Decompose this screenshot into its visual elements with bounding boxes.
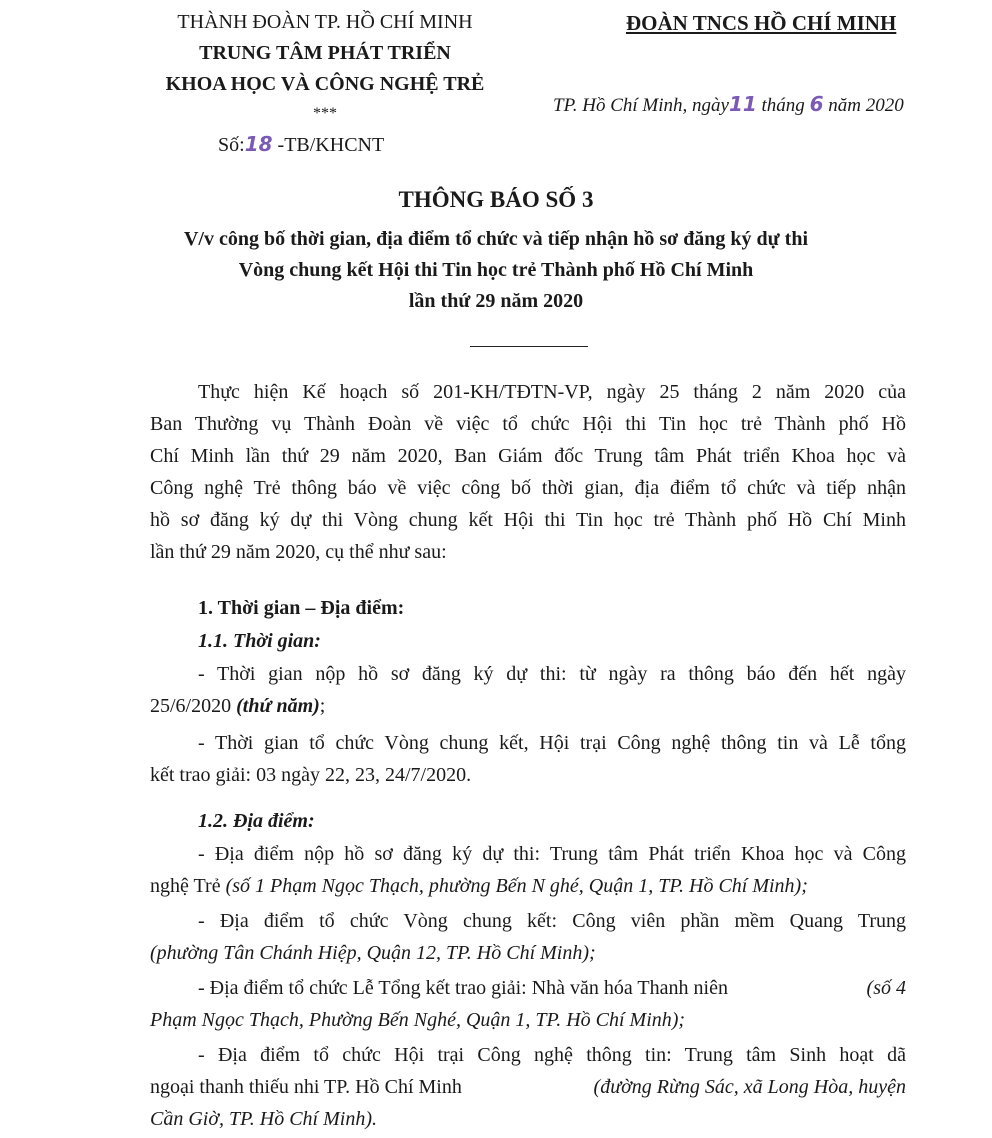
document-number <box>218 132 384 157</box>
org-name-line1: TRUNG TÂM PHÁT TRIỂN <box>199 42 451 64</box>
place-line <box>150 875 808 898</box>
section1-time-heading: 1.1. Thời gian: <box>198 630 321 652</box>
place-address: (số 1 Phạm Ngọc Thạch, phường Bến N ghé, Quận 1, TP. Hồ Chí Minh); <box>225 875 808 897</box>
title-subject-line2: Vòng chung kết Hội thi Tin học trẻ Thành phố Hồ Chí Minh <box>238 259 754 281</box>
number-handwritten: 18 <box>244 132 273 156</box>
section1-heading: 1. Thời gian – Địa điểm: <box>198 597 405 619</box>
date-part2: tháng <box>756 95 810 116</box>
time-deadline-weekday: (thứ năm) <box>236 695 320 717</box>
date-month-handwritten: 6 <box>809 92 824 116</box>
date-part3: năm 2020 <box>823 95 904 116</box>
union-name: ĐOÀN TNCS HỒ CHÍ MINH <box>626 11 897 35</box>
time-deadline-date: 25/6/2020 <box>150 695 237 717</box>
time-line: kết trao giải: 03 ngày 22, 23, 24/7/2020. <box>150 764 472 786</box>
date-part1: TP. Hồ Chí Minh, ngày <box>553 95 729 116</box>
place-line: Cần Giờ, TP. Hồ Chí Minh). <box>150 1108 377 1130</box>
place-text: - Địa điểm tổ chức Lễ Tổng kết trao giải: Nhà văn hóa Thanh niên <box>198 977 728 999</box>
section1-place-heading: 1.2. Địa điểm: <box>198 810 315 832</box>
intro-line: hồ sơ đăng ký dự thi Vòng chung kết Hội thi Tin học trẻ Thành phố Hồ Chí Minh <box>150 509 906 531</box>
number-prefix: Số: <box>218 134 245 156</box>
document-title: THÔNG BÁO SỐ 3 <box>398 187 594 212</box>
place-line: - Địa điểm tổ chức Hội trại Công nghệ thông tin: Trung tâm Sinh hoạt dã <box>198 1044 906 1066</box>
title-divider <box>470 346 588 347</box>
time-line: - Thời gian tổ chức Vòng chung kết, Hội trại Công nghệ thông tin và Lễ tổng <box>198 732 906 754</box>
place-line: - Địa điểm tổ chức Vòng chung kết: Công viên phần mềm Quang Trung <box>198 910 906 932</box>
place-address: (đường Rừng Sác, xã Long Hòa, huyện <box>593 1076 906 1098</box>
date-day-handwritten: 11 <box>728 92 757 116</box>
time-deadline-punct: ; <box>319 695 326 717</box>
title-subject-line1: V/v công bố thời gian, địa điểm tổ chức và tiếp nhận hồ sơ đăng ký dự thi <box>183 228 809 250</box>
place-line: - Địa điểm nộp hồ sơ đăng ký dự thi: Trung tâm Phát triển Khoa học và Công <box>198 843 906 865</box>
time-line: - Thời gian nộp hồ sơ đăng ký dự thi: từ ngày ra thông báo đến hết ngày <box>198 663 906 685</box>
place-address: (số 4 <box>866 977 906 999</box>
place-line <box>198 977 906 1000</box>
time-line <box>150 695 325 718</box>
place-line: (phường Tân Chánh Hiệp, Quận 12, TP. Hồ Chí Minh); <box>150 942 596 964</box>
title-subject-line3: lần thứ 29 năm 2020 <box>408 290 584 312</box>
intro-line: Chí Minh lần thứ 29 năm 2020, Ban Giám đốc Trung tâm Phát triển Khoa học và <box>150 445 906 467</box>
intro-line: Ban Thường vụ Thành Đoàn về việc tổ chức Hội thi Tin học trẻ Thành phố Hồ <box>150 413 906 435</box>
org-parent: THÀNH ĐOÀN TP. HỒ CHÍ MINH <box>177 11 473 33</box>
document-date <box>553 92 904 117</box>
intro-line: Thực hiện Kế hoạch số 201-KH/TĐTN-VP, ngày 25 tháng 2 năm 2020 của <box>198 381 906 403</box>
place-line <box>150 1076 906 1099</box>
stars-separator: *** <box>313 105 337 122</box>
place-text: ngoại thanh thiếu nhi TP. Hồ Chí Minh <box>150 1076 462 1098</box>
place-text: nghệ Trẻ <box>150 875 226 897</box>
number-suffix: -TB/KHCNT <box>272 134 385 156</box>
intro-line: Công nghệ Trẻ thông báo về việc công bố thời gian, địa điểm tổ chức và tiếp nhận <box>150 477 906 499</box>
place-line: Phạm Ngọc Thạch, Phường Bến Nghé, Quận 1, TP. Hồ Chí Minh); <box>150 1009 686 1031</box>
org-name-line2: KHOA HỌC VÀ CÔNG NGHỆ TRẺ <box>165 73 485 95</box>
intro-line: lần thứ 29 năm 2020, cụ thể như sau: <box>150 541 447 563</box>
